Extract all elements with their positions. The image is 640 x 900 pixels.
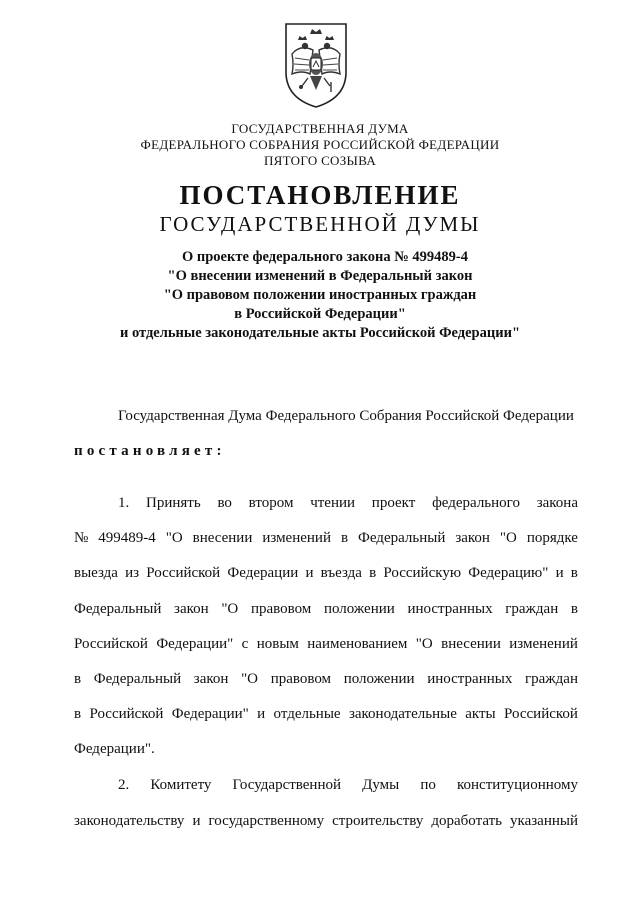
header-line-3: ПЯТОГО СОЗЫВА: [263, 153, 377, 168]
subject-line: "О правовом положении иностранных граждан: [163, 287, 477, 303]
paragraph-line: Федеральный закон "О правовом положении иностранных граждан в: [74, 600, 578, 617]
issuer-header: [0, 121, 640, 169]
paragraph-line: Российской Федерации" с новым наименованием "О внесении изменений: [74, 635, 578, 652]
coat-of-arms-icon: [280, 20, 352, 110]
document-type-title: ПОСТАНОВЛЕНИЕ: [179, 180, 461, 210]
paragraph-line: 1. Принять во втором чтении проект федерального закона: [118, 495, 578, 511]
subject-line: в Российской Федерации": [234, 306, 406, 322]
paragraph-line: законодательству и государственному строительству доработать указанный: [74, 813, 578, 829]
document-subject: [0, 248, 640, 343]
preamble-text: Государственная Дума Федерального Собрания Российской Федерации: [118, 408, 574, 424]
paragraph-line: выезда из Российской Федерации и въезда в Российскую Федерацию" и в: [74, 565, 578, 582]
subject-line: "О внесении изменений в Федеральный закон: [167, 268, 473, 284]
document-issuer-title: ГОСУДАРСТВЕННОЙ ДУМЫ: [159, 212, 481, 236]
subject-line: и отдельные законодательные акты Российской Федерации": [120, 325, 520, 341]
resolves-text: постановляет:: [74, 443, 226, 459]
paragraph-line: Федерации".: [74, 741, 155, 758]
header-line-1: ГОСУДАРСТВЕННАЯ ДУМА: [231, 121, 409, 136]
paragraph-line: № 499489-4 "О внесении изменений в Федеральный закон "О порядке: [74, 530, 578, 547]
header-line-2: ФЕДЕРАЛЬНОГО СОБРАНИЯ РОССИЙСКОЙ ФЕДЕРАЦИИ: [140, 137, 500, 152]
paragraph-line: в Федеральный закон "О правовом положении иностранных граждан: [74, 671, 578, 687]
paragraph-line: 2. Комитету Государственной Думы по конституционному: [118, 777, 578, 793]
subject-line: О проекте федерального закона № 499489-4: [181, 249, 469, 265]
paragraph-line: в Российской Федерации" и отдельные законодательные акты Российской: [74, 706, 578, 723]
